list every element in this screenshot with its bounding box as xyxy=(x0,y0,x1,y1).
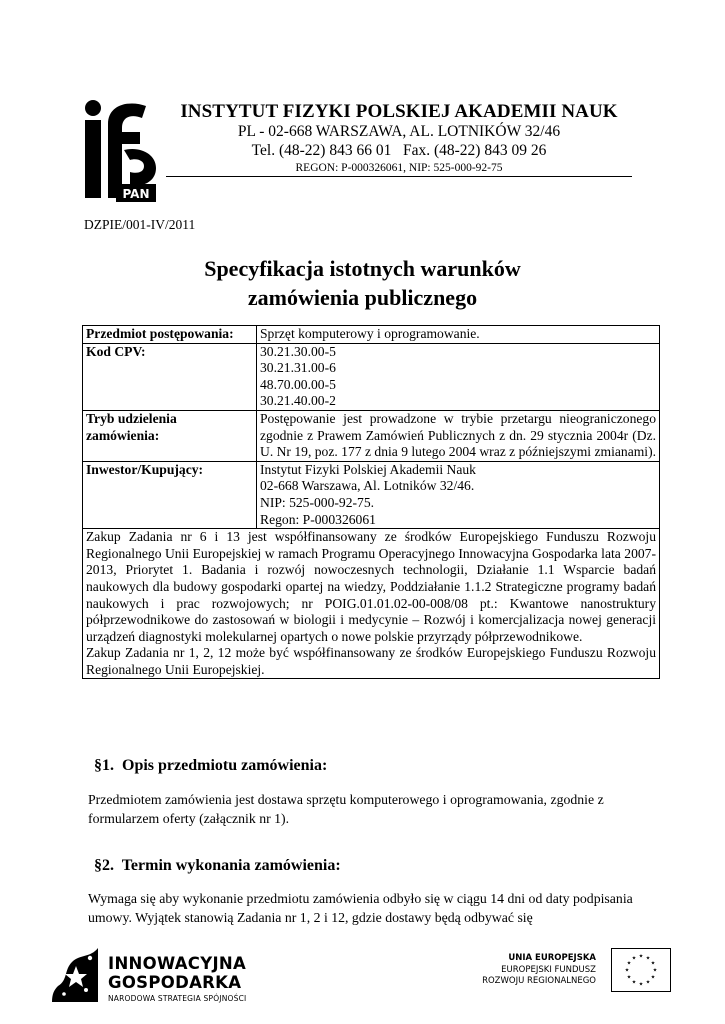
eu-flag-icon xyxy=(611,948,671,992)
institute-regon-nip: REGON: P-000326061, NIP: 525-000-92-75 xyxy=(295,162,503,174)
cpv-codes xyxy=(257,343,660,410)
table-row-investor xyxy=(83,461,660,528)
ifpan-logo-text: PAN xyxy=(122,187,150,201)
mode-label xyxy=(83,410,257,461)
table-row-mode xyxy=(83,410,660,461)
ig-title-line-2: GOSPODARKA xyxy=(108,973,242,992)
svg-text:★: ★ xyxy=(652,967,658,974)
institute-address: PL - 02-668 WARSZAWA, AL. LOTNIKÓW 32/46 xyxy=(237,123,561,140)
mode-value: Postępowanie jest prowadzone w trybie przetargu nieograniczonego zgodnie z Prawem Zamówień Publicznych z dn. 29 stycznia 2004r (Dz. U. Nr 19, poz. 177 z dnia 9 lutego 2004 wraz z późniejszymi zmianami). xyxy=(257,410,660,461)
institute-phone-fax: Tel. (48-22) 843 66 01 Fax. (48-22) 843 09 26 xyxy=(251,142,547,159)
svg-text:★: ★ xyxy=(645,979,651,986)
cpv-code: 30.21.40.00-2 xyxy=(260,393,336,409)
table-row-cpv xyxy=(83,343,660,410)
svg-text:★: ★ xyxy=(624,967,630,974)
svg-text:★: ★ xyxy=(638,981,644,988)
eu-line-2: EUROPEJSKI FUNDUSZ xyxy=(501,964,596,975)
subject-value: Sprzęt komputerowy i oprogramowanie. xyxy=(257,326,660,344)
ig-subtitle: NARODOWA STRATEGIA SPÓJNOŚCI xyxy=(108,994,247,1003)
section-1-text: Przedmiotem zamówienia jest dostawa sprzętu komputerowego i oprogramowania, zgodnie z formularzem oferty (załącznik nr 1). xyxy=(88,792,604,826)
svg-text:★: ★ xyxy=(638,953,644,960)
section-2-heading: §2. Termin wykonania zamówienia: xyxy=(94,857,341,874)
investor-value xyxy=(257,461,660,528)
funding-paragraph-2: Zakup Zadania nr 1, 2, 12 może być współfinansowany ze środków Europejskiego Funduszu Rozwoju Regionalnego Unii Europejskiej. xyxy=(86,645,656,677)
document-title xyxy=(80,254,645,312)
svg-text:★: ★ xyxy=(626,974,632,981)
investor-line: Instytut Fizyki Polskiej Akademii Nauk xyxy=(260,461,476,477)
investor-label: Inwestor/Kupujący: xyxy=(83,461,257,528)
eu-fund-text xyxy=(470,953,596,988)
innowacyjna-gospodarka-logo-icon xyxy=(50,944,100,1004)
investor-line: Regon: P-000326061 xyxy=(260,511,376,527)
section-1-heading: §1. Opis przedmiotu zamówienia: xyxy=(94,757,328,774)
ig-title-line-1: INNOWACYJNA xyxy=(108,954,247,973)
cpv-code: 48.70.00.00-5 xyxy=(260,376,336,392)
svg-text:★: ★ xyxy=(645,955,651,962)
table-row-funding xyxy=(83,529,660,679)
svg-text:★: ★ xyxy=(631,955,637,962)
document-reference: DZPIE/001-IV/2011 xyxy=(84,217,196,232)
eu-line-3: ROZWOJU REGIONALNEGO xyxy=(482,976,596,986)
table-row-subject xyxy=(83,326,660,344)
svg-text:★: ★ xyxy=(631,979,637,986)
svg-text:★: ★ xyxy=(650,974,656,981)
svg-text:★: ★ xyxy=(650,960,656,967)
title-line-2: zamówienia publicznego xyxy=(247,285,478,310)
cpv-code: 30.21.30.00-5 xyxy=(260,343,336,359)
eu-line-1: UNIA EUROPEJSKA xyxy=(508,953,596,963)
investor-line: NIP: 525-000-92-75. xyxy=(260,494,375,510)
specification-table xyxy=(82,325,660,679)
mode-label-line-1: Tryb udzielenia xyxy=(86,410,177,426)
funding-paragraph-1: Zakup Zadania nr 6 i 13 jest współfinansowany ze środków Europejskiego Funduszu Rozwoju Regionalnego Unii Europejskiej w ramach Programu Operacyjnego Innowacyjna Gospodarka lata 2007-2013, Priorytet 1. Badania i rozwój nowoczesnych technologii, Działanie 1.1 Wsparcie badań naukowych dla budowy gospodarki opartej na wiedzy, Poddziałanie 1.1.2 Strategiczne programy badań naukowych i prac rozwojowych; nr POIG.01.01.02-00-008/08 pt.: Kwantowe nanostruktury półprzewodnikowe do zastosowań w biologii i medycynie – Rozwój i komercjalizacja nowej generacji urządzeń diagnostyki molekularnej opartych o nowe polskie przyrządy półprzewodnikowe. xyxy=(86,529,656,644)
funding-cell xyxy=(83,529,660,679)
subject-label: Przedmiot postępowania: xyxy=(83,326,257,344)
mode-label-line-2: zamówienia: xyxy=(86,427,160,443)
cpv-code: 30.21.31.00-6 xyxy=(260,360,336,376)
header-divider xyxy=(166,176,632,177)
cpv-label: Kod CPV: xyxy=(83,343,257,410)
title-line-1: Specyfikacja istotnych warunków xyxy=(204,256,521,281)
institute-name: INSTYTUT FIZYKI POLSKIEJ AKADEMII NAUK xyxy=(180,101,618,122)
svg-text:★: ★ xyxy=(626,960,632,967)
ifpan-logo xyxy=(80,98,160,210)
investor-line: 02-668 Warszawa, Al. Lotników 32/46. xyxy=(260,478,475,494)
section-2-text: Wymaga się aby wykonanie przedmiotu zamówienia odbyło się w ciągu 14 dni od daty podpisania umowy. Wyjątek stanowią Zadania nr 1, 2 i 12, gdzie dostawy będą odbywać się xyxy=(88,891,633,925)
